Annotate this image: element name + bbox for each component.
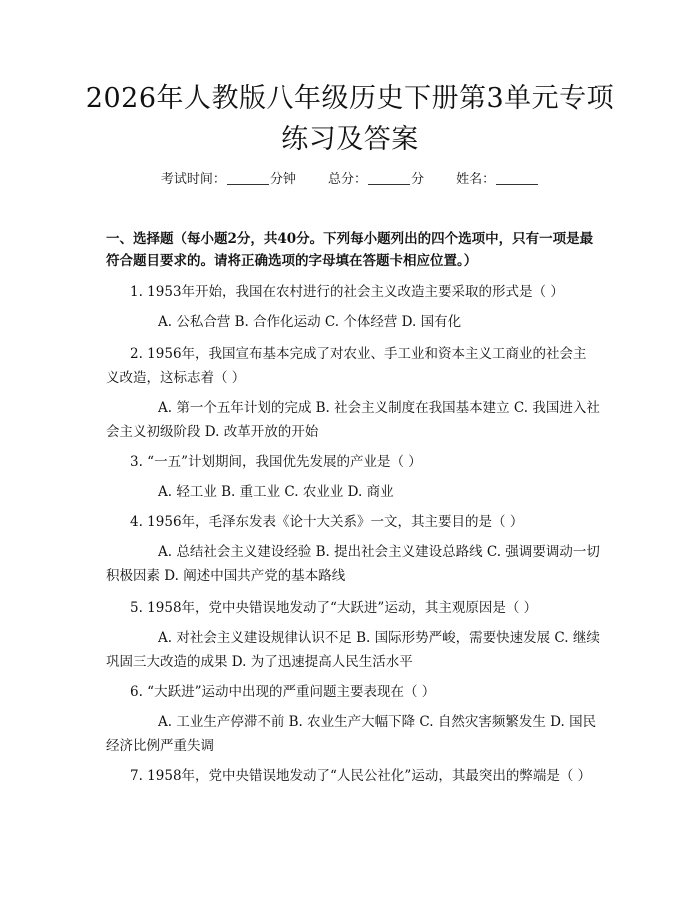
question-5-options: A. 对社会主义建设规律认识不足 B. 国际形势严峻，需要快速发展 C. 继续巩固三大改造的成果 D. 为了迅速提高人民生活水平 xyxy=(106,630,600,670)
score-field xyxy=(328,172,428,187)
question-1-options: A. 公私合营 B. 合作化运动 C. 个体经营 D. 国有化 xyxy=(158,314,462,330)
score-label: 总分： xyxy=(327,172,367,187)
score-unit: 分 xyxy=(411,172,425,187)
name-field xyxy=(456,172,539,187)
question-4: 4. 1956年，毛泽东发表《论十大关系》一文，其主要目的是（ ） xyxy=(130,514,524,530)
exam-title xyxy=(60,78,640,160)
time-blank[interactable] xyxy=(227,172,269,185)
question-6-options: A. 工业生产停滞不前 B. 农业生产大幅下降 C. 自然灾害频繁发生 D. 国民经济比例严重失调 xyxy=(106,714,597,754)
time-unit: 分钟 xyxy=(269,172,296,187)
exam-title-line-1: 2026年人教版八年级历史下册第3单元专项 xyxy=(85,83,615,114)
time-field xyxy=(161,172,300,187)
exam-title-line-2: 练习及答案 xyxy=(281,124,419,155)
question-5: 5. 1958年，党中央错误地发动了“大跃进”运动，其主观原因是（ ） xyxy=(130,600,538,616)
score-blank[interactable] xyxy=(368,172,410,185)
question-2-options: A. 第一个五年计划的完成 B. 社会主义制度在我国基本建立 C. 我国进入社会主义初级阶段 D. 改革开放的开始 xyxy=(106,400,600,440)
name-label: 姓名： xyxy=(456,172,496,187)
question-1: 1. 1953年开始，我国在农村进行的社会主义改造主要采取的形式是（ ） xyxy=(130,284,564,300)
question-3-options: A. 轻工业 B. 重工业 C. 农业业 D. 商业 xyxy=(158,484,394,500)
question-7: 7. 1958年，党中央错误地发动了“人民公社化”运动，其最突出的弊端是（ ） xyxy=(130,768,592,784)
question-4-options: A. 总结社会主义建设经验 B. 提出社会主义建设总路线 C. 强调要调动一切积极因素 D. 阐述中国共产党的基本路线 xyxy=(106,544,600,584)
exam-meta-row xyxy=(0,168,700,187)
question-6: 6. “大跃进”运动中出现的严重问题主要表现在（ ） xyxy=(130,684,436,700)
section-heading: 一、选择题（每小题2分，共40分。下列每小题列出的四个选项中，只有一项是最符合题目要求的。请将正确选项的字母填在答题卡相应位置。） xyxy=(106,231,594,269)
name-blank[interactable] xyxy=(496,172,538,185)
time-label: 考试时间： xyxy=(160,172,226,187)
question-2: 2. 1956年，我国宣布基本完成了对农业、手工业和资本主义工商业的社会主义改造，这标志着（ ） xyxy=(106,346,587,386)
question-3: 3. “一五”计划期间，我国优先发展的产业是（ ） xyxy=(130,454,422,470)
